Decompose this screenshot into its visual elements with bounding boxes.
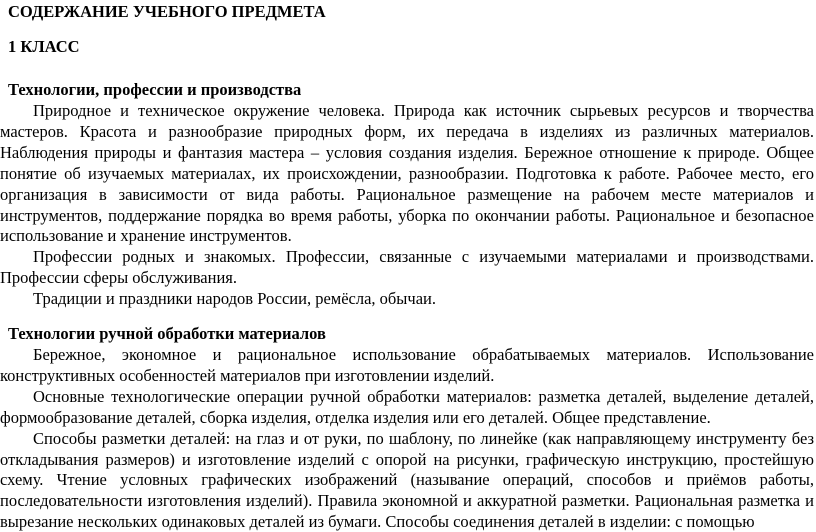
document-title: СОДЕРЖАНИЕ УЧЕБНОГО ПРЕДМЕТА — [8, 2, 326, 21]
section-heading: Технологии, профессии и производства — [8, 80, 302, 99]
section-technologies-professions — [0, 79, 816, 310]
paragraph: Способы разметки деталей: на глаз и от руки, по шаблону, по линейке (как направляющему инструменту без откладывания размеров) и изготовление изделий с опорой на рисунки, графическую инструкцию, простейшую схему. Чтение условных графических изображений (называние операций, способов и приёмов работы, последовательности изготовления изделий). Правила экономной и аккуратной разметки. Рациональная разметка и вырезание нескольких одинаковых деталей из бумаги. Способы соединения деталей в изделии: с помощью — [0, 428, 814, 532]
paragraph: Традиции и праздники народов России, ремёсла, обычаи. — [33, 289, 436, 309]
paragraph: Бережное, экономное и рациональное использование обрабатываемых материалов. Использование конструктивных особенностей материалов при изготовлении изделий. — [0, 345, 814, 385]
section-heading: Технологии ручной обработки материалов — [8, 324, 326, 343]
section-manual-processing — [0, 323, 816, 532]
paragraph: Основные технологические операции ручной обработки материалов: разметка деталей, выделение деталей, формообразование деталей, сборка изделия, отделка изделия или его деталей. Общее представление. — [0, 386, 814, 427]
grade-heading: 1 КЛАСС — [8, 37, 80, 56]
paragraph: Профессии родных и знакомых. Профессии, связанные с изучаемыми материалами и производствами. Профессии сферы обслуживания. — [0, 247, 814, 288]
paragraph: Природное и техническое окружение человека. Природа как источник сырьевых ресурсов и творчества мастеров. Красота и разнообразие природных форм, их передача в изделиях из различных материалов. Наблюдения природы и фантазия мастера – условия создания изделия. Бережное отношение к природе. Общее понятие об изучаемых материалах, их происхождении, разнообразии. Подготовка к работе. Рабочее место, его организация в зависимости от вида работы. Рациональное размещение на рабочем месте материалов и инструментов, поддержание порядка во время работы, уборка по окончании работы. Рациональное и безопасное использование и хранение инструментов. — [0, 101, 814, 246]
